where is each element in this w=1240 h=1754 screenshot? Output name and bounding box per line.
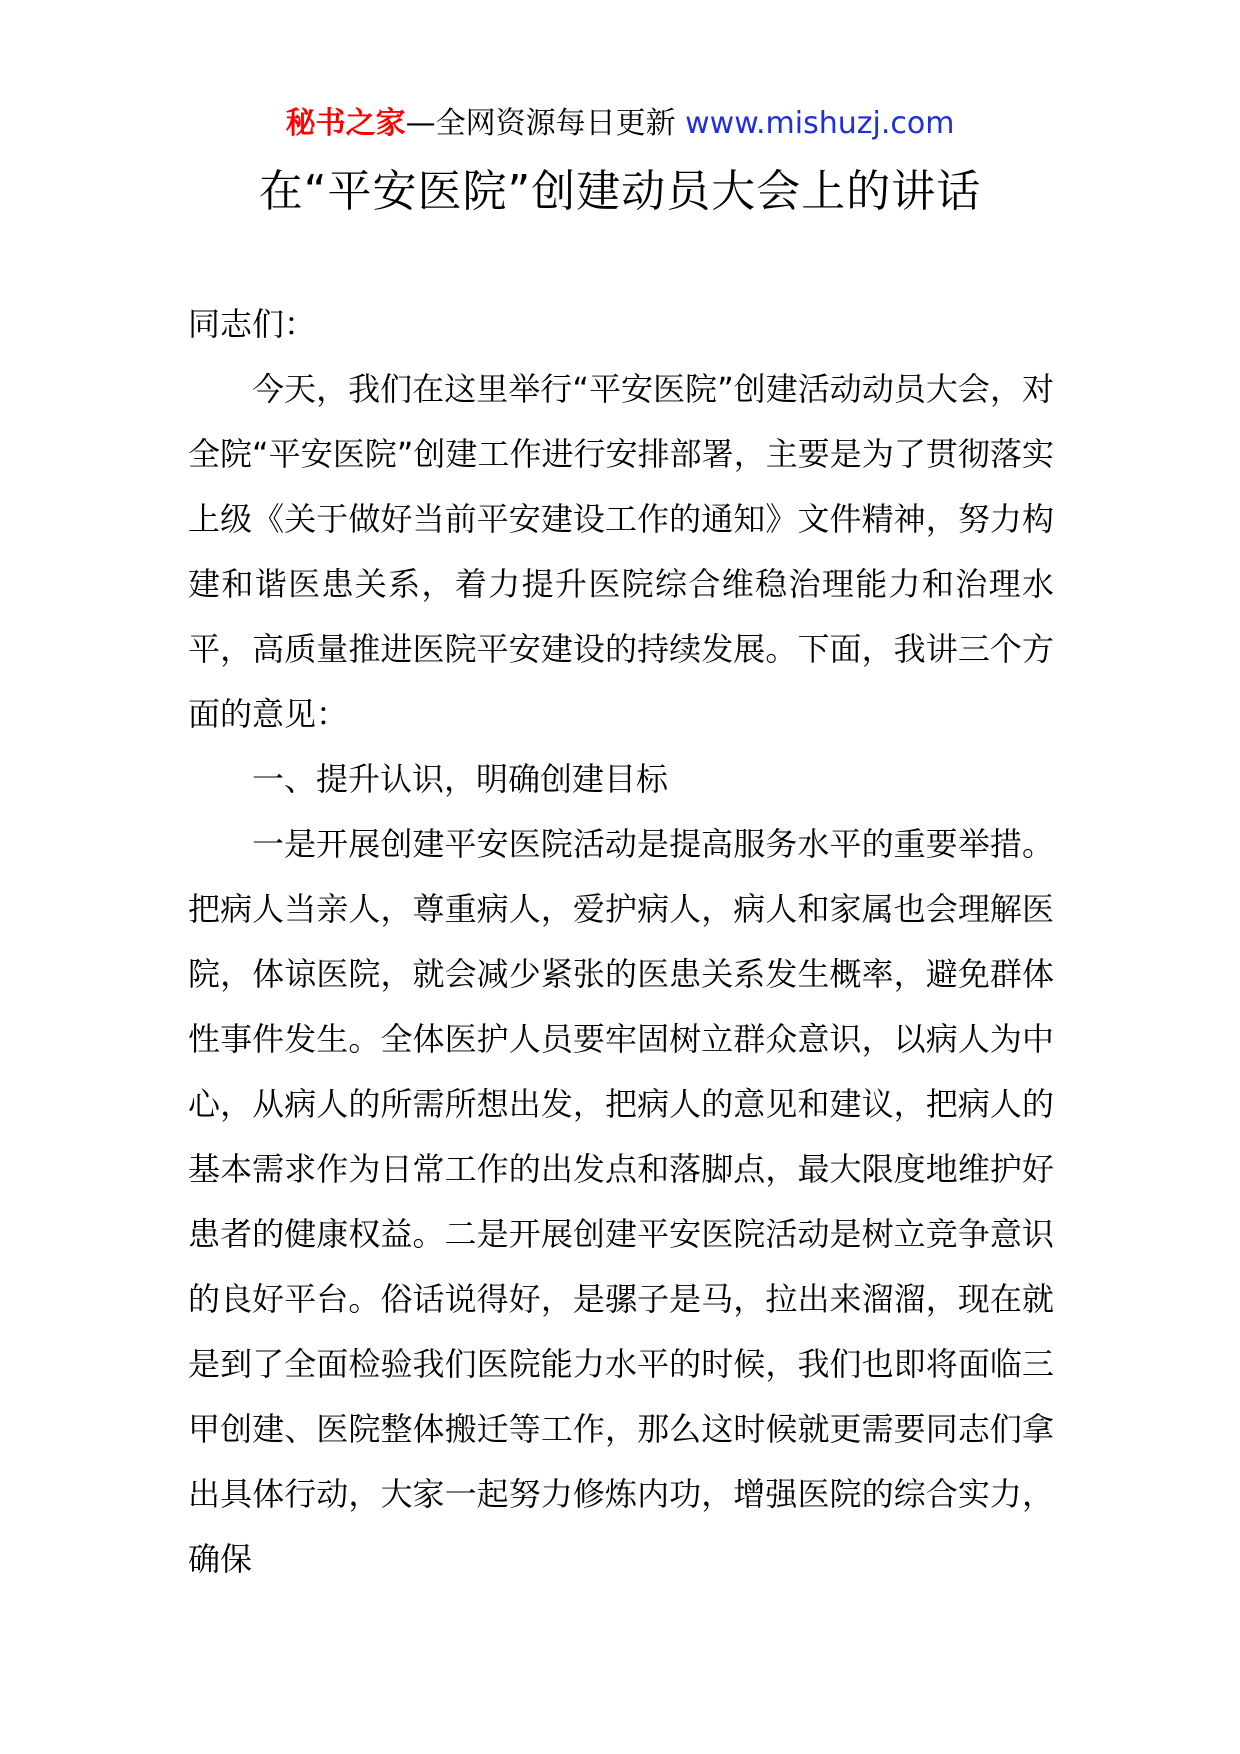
paragraph-body: 一是开展创建平安医院活动是提高服务水平的重要举措。把病人当亲人，尊重病人，爱护病人，病人和家属也会理解医院，体谅医院，就会减少紧张的医患关系发生概率，避免群体性事件发生。全体医护人员要牢固树立群众意识，以病人为中心，从病人的所需所想出发，把病人的意见和建议，把病人的基本需求作为日常工作的出发点和落脚点，最大限度地维护好患者的健康权益。二是开展创建平安医院活动是树立竞争意识的良好平台。俗话说得好，是骡子是马，拉出来溜溜，现在就是到了全面检验我们医院能力水平的时候，我们也即将面临三甲创建、医院整体搬迁等工作，那么这时候就更需要同志们拿出具体行动，大家一起努力修炼内功，增强医院的综合实力，确保 [188, 825, 1054, 1578]
site-brand: 秘书之家 [285, 106, 406, 141]
paragraph-intro: 今天，我们在这里举行“平安医院”创建活动动员大会，对全院“平安医院”创建工作进行安排部署，主要是为了贯彻落实上级《关于做好当前平安建设工作的通知》文件精神，努力构建和谐医患关系，着力提升医院综合维稳治理能力和治理水平，高质量推进医院平安建设的持续发展。下面，我讲三个方面的意见： [188, 370, 1054, 733]
salutation: 同志们： [188, 305, 317, 343]
section-heading: 一、提升认识，明确创建目标 [252, 760, 669, 798]
site-header [0, 102, 1240, 146]
site-url-link[interactable]: www.mishuzj.com [685, 106, 955, 141]
document-title: 在“平安医院”创建动员大会上的讲话 [258, 166, 982, 217]
site-tagline: —全网资源每日更新 [405, 106, 686, 141]
document-body [188, 292, 1054, 1592]
